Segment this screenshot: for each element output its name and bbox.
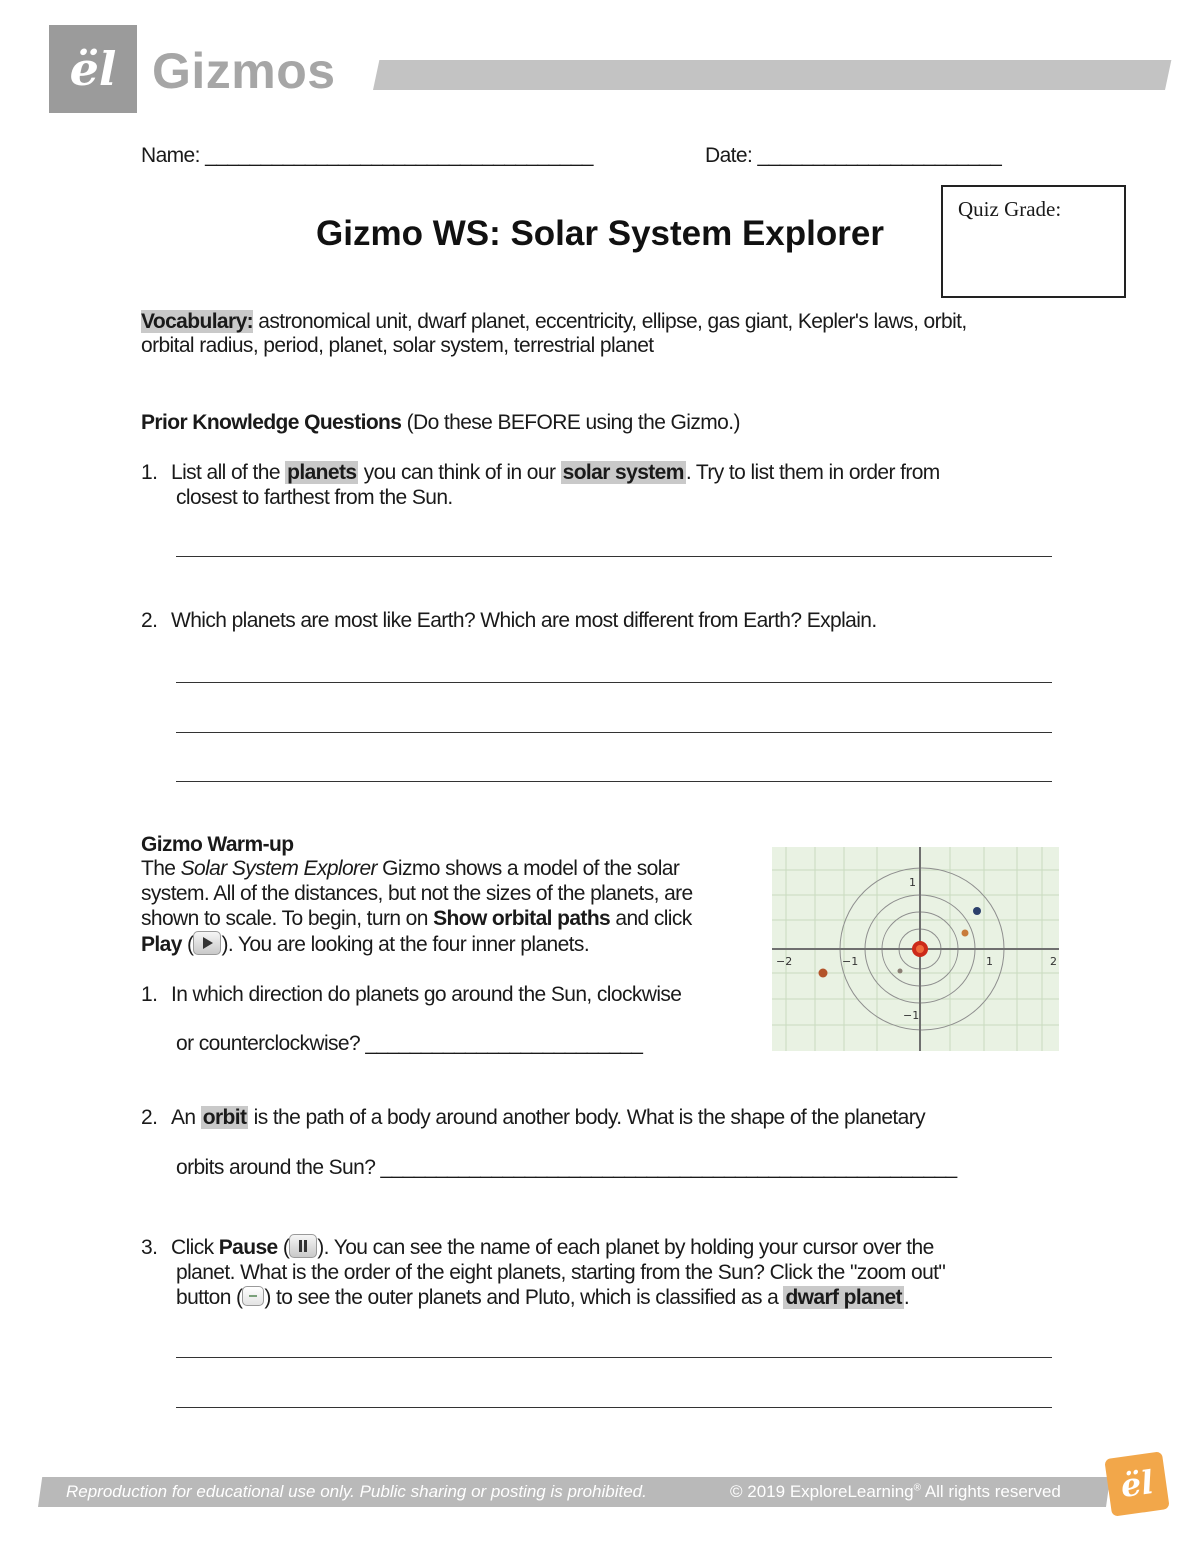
question-number: 1. <box>141 983 158 1006</box>
gizmos-logo <box>49 25 137 113</box>
name-field[interactable]: ___________________________________ <box>205 144 593 167</box>
registered-mark: ® <box>913 1482 922 1494</box>
question-text: you can think of in our <box>358 461 561 484</box>
warmup-paragraph-line-4 <box>141 932 589 957</box>
warmup-text: ). You are looking at the four inner planets. <box>221 933 590 956</box>
warmup-text: and click <box>610 907 692 930</box>
warmup-text: shown to scale. To begin, turn on <box>141 907 434 930</box>
date-row <box>705 143 1001 168</box>
warmup-paragraph-line-3 <box>141 906 692 931</box>
sun-core-icon <box>916 945 924 953</box>
pk-question-2 <box>141 608 877 633</box>
vocabulary-line-1 <box>141 309 967 334</box>
warmup-question-1 <box>141 982 681 1007</box>
warmup-question-3 <box>141 1235 934 1260</box>
question-text: Click <box>171 1236 219 1259</box>
rights-text: All rights reserved <box>924 1482 1061 1501</box>
answer-line[interactable] <box>176 779 1052 782</box>
zoom-out-icon <box>242 1286 264 1306</box>
answer-line[interactable] <box>176 554 1052 557</box>
question-text: . <box>903 1286 910 1309</box>
pause-icon <box>289 1234 317 1258</box>
name-row <box>141 143 593 168</box>
footer-logo-glyph: ël <box>1118 1462 1156 1506</box>
date-field[interactable]: ______________________ <box>757 144 1002 167</box>
question-text: ) to see the outer planets and Pluto, which is classified as a <box>264 1286 784 1309</box>
name-label: Name: <box>141 144 200 167</box>
copyright-year: 2019 <box>747 1482 786 1501</box>
solar-system-gizmo-image <box>772 847 1059 1051</box>
vocabulary-label: Vocabulary: <box>141 310 254 333</box>
question-number: 2. <box>141 609 158 632</box>
x-tick-label: −2 <box>776 955 793 968</box>
question-text: ). You can see the name of each planet by holding your cursor over the <box>317 1236 934 1259</box>
answer-line[interactable] <box>176 1355 1052 1358</box>
y-tick-label: 1 <box>909 876 916 889</box>
answer-line[interactable] <box>176 730 1052 733</box>
logo-glyph: ël <box>69 42 117 96</box>
prior-knowledge-heading <box>141 410 740 435</box>
warmup-question-3-line-3 <box>176 1285 909 1310</box>
answer-line[interactable] <box>176 680 1052 683</box>
page-title: Gizmo WS: Solar System Explorer <box>316 214 884 253</box>
warmup-question-1-line-2: or counterclockwise? _________________________ <box>176 1032 643 1055</box>
warmup-paragraph-line-2: system. All of the distances, but not the sizes of the planets, are <box>141 882 693 905</box>
prior-knowledge-title: Prior Knowledge Questions <box>141 411 402 434</box>
gizmo-name: Solar System Explorer <box>180 857 377 880</box>
vocabulary-terms: astronomical unit, dwarf planet, eccentricity, ellipse, gas giant, Kepler's laws, orbit, <box>253 310 967 333</box>
header-bar <box>373 60 1171 90</box>
copyright-symbol: © <box>730 1482 743 1501</box>
show-orbital-paths-label: Show orbital paths <box>433 907 611 930</box>
question-text: ( <box>277 1236 290 1259</box>
question-text: . Try to list them in order from <box>685 461 940 484</box>
warmup-text: The <box>141 857 181 880</box>
planet-venus-icon <box>962 930 969 937</box>
y-tick-label: −1 <box>903 1009 920 1022</box>
planet-mars-icon <box>819 969 828 978</box>
pk-question-1-line-2: closest to farthest from the Sun. <box>176 486 453 509</box>
warmup-heading: Gizmo Warm-up <box>141 833 294 856</box>
question-text: button ( <box>176 1286 243 1309</box>
planet-mercury-icon <box>898 969 903 974</box>
warmup-text: Gizmo shows a model of the solar <box>376 857 680 880</box>
pause-label: Pause <box>218 1236 278 1259</box>
warmup-paragraph-line-1 <box>141 856 679 881</box>
footer-disclaimer: Reproduction for educational use only. Public sharing or posting is prohibited. <box>66 1482 647 1501</box>
x-tick-label: 1 <box>986 955 993 968</box>
footer-copyright <box>730 1482 1061 1502</box>
play-label: Play <box>141 933 182 956</box>
question-text: Which planets are most like Earth? Which are most different from Earth? Explain. <box>171 609 877 632</box>
question-text: In which direction do planets go around the Sun, clockwise <box>171 983 682 1006</box>
warmup-question-2-line-2: orbits around the Sun? ____________________________________________________ <box>176 1156 957 1179</box>
term-orbit: orbit <box>202 1106 247 1129</box>
solar-system-diagram <box>772 847 1059 1051</box>
term-planets: planets <box>287 461 357 484</box>
answer-line[interactable] <box>176 1405 1052 1408</box>
date-label: Date: <box>705 144 753 167</box>
term-dwarf-planet: dwarf planet <box>785 1286 902 1309</box>
question-text: is the path of a body around another body. What is the shape of the planetary <box>248 1106 926 1129</box>
question-number: 2. <box>141 1106 158 1129</box>
term-solar-system: solar system <box>562 461 684 484</box>
warmup-text: ( <box>181 933 194 956</box>
play-icon <box>193 931 221 955</box>
warmup-question-2 <box>141 1105 925 1130</box>
company-name: ExploreLearning <box>789 1482 914 1501</box>
warmup-question-3-line-2: planet. What is the order of the eight planets, starting from the Sun? Click the "zoom out" <box>176 1261 946 1284</box>
question-number: 3. <box>141 1236 158 1259</box>
pk-question-1 <box>141 460 940 485</box>
explorelearning-logo <box>1104 1451 1170 1517</box>
question-text: An <box>171 1106 201 1129</box>
vocabulary-line-2: orbital radius, period, planet, solar system, terrestrial planet <box>141 334 654 357</box>
x-tick-label: −1 <box>842 955 859 968</box>
question-text: List all of the <box>171 461 286 484</box>
brand-name: Gizmos <box>152 43 336 99</box>
prior-knowledge-note: (Do these BEFORE using the Gizmo.) <box>401 411 740 434</box>
x-tick-label: 2 <box>1050 955 1057 968</box>
planet-earth-icon <box>973 907 981 915</box>
quiz-grade-box[interactable] <box>941 185 1126 298</box>
quiz-grade-label: Quiz Grade: <box>958 197 1062 221</box>
question-number: 1. <box>141 461 158 484</box>
